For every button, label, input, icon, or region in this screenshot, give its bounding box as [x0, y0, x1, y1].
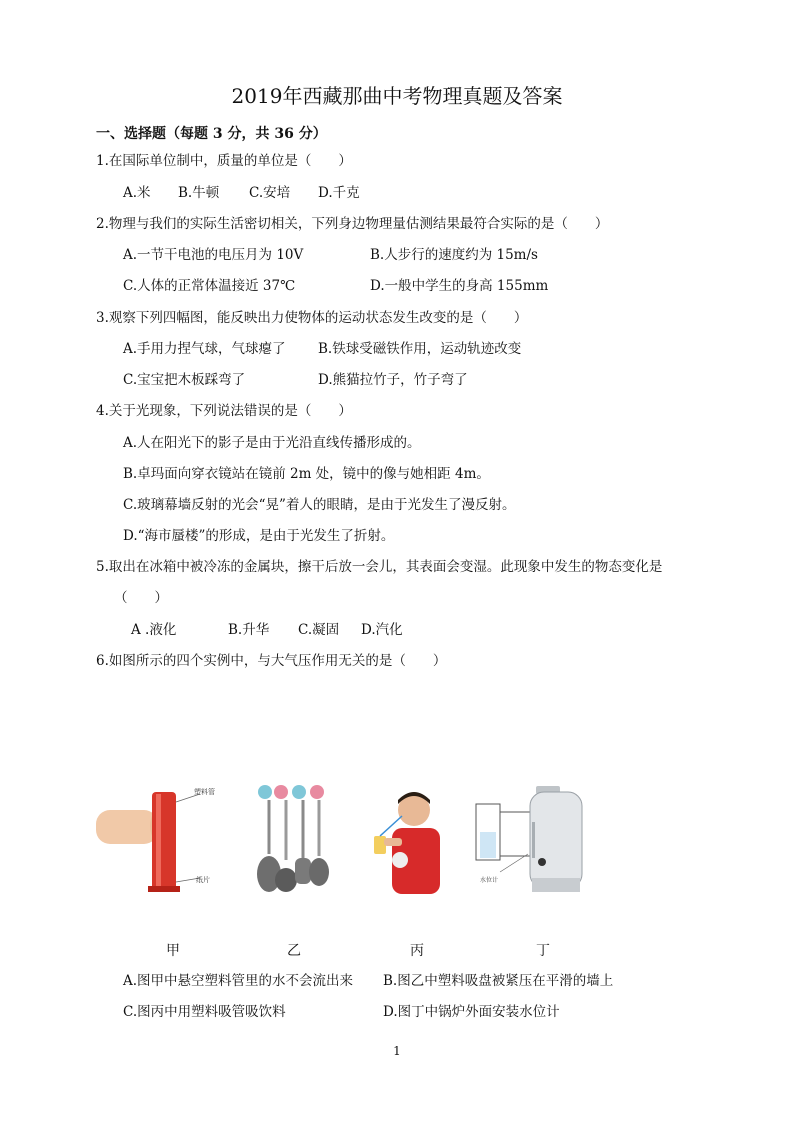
- figure-bing-child-straw: [370, 782, 450, 900]
- question-6-option-a: A.图甲中悬空塑料管里的水不会流出来: [123, 973, 354, 989]
- question-2-stem: 2.物理与我们的实际生活密切相关，下列身边物理量估测结果最符合实际的是（ ）: [96, 216, 609, 232]
- caption-yi: 乙: [287, 943, 301, 959]
- question-2-option-a: A.一节干电池的电压月为 10V: [123, 247, 304, 263]
- question-3-option-c: C.宝宝把木板踩弯了: [123, 372, 246, 388]
- question-4-option-a: A.人在阳光下的影子是由于光沿直线传播形成的。: [123, 435, 421, 451]
- question-2-option-c: C.人体的正常体温接近 37℃: [123, 278, 296, 294]
- question-6-option-c: C.图丙中用塑料吸管吸饮料: [123, 1004, 286, 1020]
- question-6-option-b: B.图乙中塑料吸盘被紧压在平滑的墙上: [383, 973, 614, 989]
- figure-yi-suction-hooks: [253, 782, 335, 900]
- question-2-option-d: D.一般中学生的身高 155mm: [370, 278, 549, 294]
- question-3-stem: 3.观察下列四幅图，能反映出力使物体的运动状态发生改变的是（ ）: [96, 310, 528, 326]
- label-gauge: 水位计: [480, 877, 499, 884]
- question-6-stem: 6.如图所示的四个实例中，与大气压作用无关的是（ ）: [96, 653, 447, 669]
- question-3-option-d: D.熊猫拉竹子，竹子弯了: [318, 372, 468, 388]
- question-5-option-b: B.升华: [228, 622, 270, 638]
- caption-bing: 丙: [410, 943, 424, 959]
- caption-jia: 甲: [166, 943, 180, 959]
- figure-jia-tube: [96, 782, 216, 900]
- question-5-stem: 5.取出在冰箱中被冷冻的金属块，擦干后放一会儿，其表面会变湿。此现象中发生的物态变化是: [96, 559, 663, 575]
- question-2-option-b: B.人步行的速度约为 15m/s: [370, 247, 538, 263]
- section-heading: 一、选择题（每题 3 分，共 36 分）: [96, 126, 327, 142]
- question-1-option-b: B.牛顿: [178, 185, 220, 201]
- question-1-option-c: C.安培: [249, 185, 291, 201]
- page-title: 2019年西藏那曲中考物理真题及答案: [231, 84, 563, 108]
- figure-ding-boiler-gauge: [472, 782, 588, 900]
- question-6-option-d: D.图丁中锅炉外面安装水位计: [383, 1004, 560, 1020]
- question-5-option-a: A .液化: [131, 622, 177, 638]
- question-1-option-d: D.千克: [318, 185, 360, 201]
- question-3-option-b: B.铁球受磁铁作用，运动轨迹改变: [318, 341, 522, 357]
- label-tube: 塑料管: [194, 788, 215, 796]
- question-5-option-d: D.汽化: [361, 622, 403, 638]
- question-5-option-c: C.凝固: [298, 622, 340, 638]
- question-1-stem: 1.在国际单位制中，质量的单位是（ ）: [96, 153, 352, 169]
- question-5-stem-cont: （ ）: [114, 590, 168, 606]
- question-4-option-d: D.“海市蜃楼”的形成，是由于光发生了折射。: [123, 528, 395, 544]
- caption-ding: 丁: [536, 943, 550, 959]
- question-4-stem: 4.关于光现象，下列说法错误的是（ ）: [96, 403, 352, 419]
- page-number: 1: [393, 1044, 401, 1058]
- question-4-option-b: B.卓玛面向穿衣镜站在镜前 2m 处，镜中的像与她相距 4m。: [123, 466, 490, 482]
- question-3-option-a: A.手用力捏气球，气球瘪了: [123, 341, 286, 357]
- question-1-option-a: A.米: [123, 185, 151, 201]
- label-paper: 纸片: [196, 876, 210, 884]
- question-4-option-c: C.玻璃幕墙反射的光会“晃”着人的眼睛，是由于光发生了漫反射。: [123, 497, 516, 513]
